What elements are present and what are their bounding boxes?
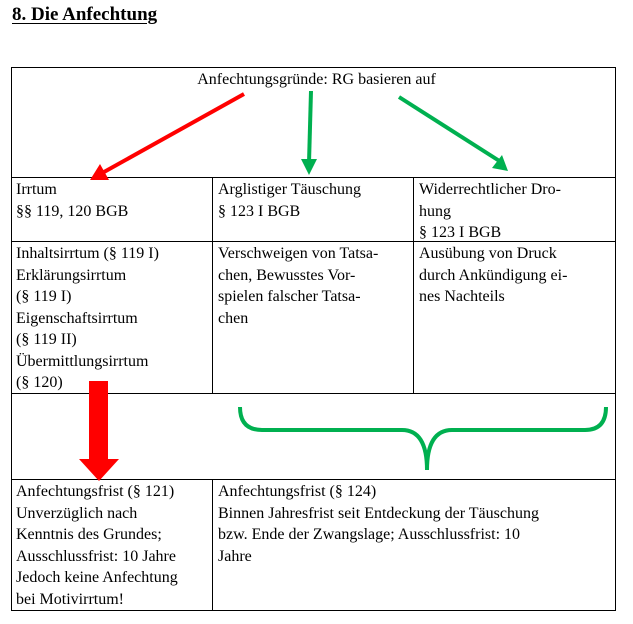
deadline-line: Jahre: [218, 547, 252, 565]
red-arrow-to-irrtum: [90, 94, 244, 180]
detail-line: spielen falscher Tatsa-: [218, 288, 361, 305]
page-heading: 8. Die Anfechtung: [12, 4, 158, 25]
detail-line: (§ 120): [16, 374, 63, 391]
green-arrow-to-taeuschung: [301, 91, 317, 175]
detail-line: (§ 119 II): [16, 331, 77, 348]
deadline-line: Kenntnis des Grundes;: [16, 526, 162, 543]
grounds-header: Anfechtungsgründe: RG basieren auf: [197, 71, 436, 88]
deadline-line: bzw. Ende der Zwangslage; Ausschlussfrist: 10: [218, 526, 521, 543]
detail-line: (§ 119 I): [16, 288, 72, 305]
red-thick-arrow-down: [79, 381, 119, 481]
drohung-sub: § 123 I BGB: [419, 224, 502, 241]
deadline-line: Anfechtungsfrist (§ 121): [16, 483, 175, 500]
irrtum-title: Irrtum: [16, 181, 57, 198]
taeuschung-title: Arglistiger Täuschung: [218, 181, 361, 198]
deadline-line: bei Motivirrtum!: [16, 590, 124, 608]
deadline-line: Jedoch keine Anfechtung: [16, 569, 178, 586]
deadline-line: Unverzüglich nach: [16, 504, 138, 522]
detail-line: Ausübung von Druck: [419, 245, 557, 262]
irrtum-sub: §§ 119, 120 BGB: [16, 202, 129, 220]
deadline-line: Anfechtungsfrist (§ 124): [218, 483, 377, 500]
detail-line: Übermittlungsirrtum: [16, 352, 149, 370]
deadline-line: Binnen Jahresfrist seit Entdeckung der Täuschung: [218, 504, 539, 522]
detail-line: Erklärungsirrtum: [16, 266, 127, 284]
deadline-line: Ausschlussfrist: 10 Jahre: [16, 547, 176, 565]
green-brace: [240, 407, 606, 470]
drohung-title-line: Widerrechtlicher Dro-: [419, 181, 561, 198]
detail-line: Verschweigen von Tatsa-: [218, 245, 379, 262]
detail-line: Inhaltsirrtum (§ 119 I): [16, 245, 159, 262]
detail-line: durch Ankündigung ei-: [419, 266, 568, 284]
taeuschung-sub: § 123 I BGB: [218, 202, 301, 220]
green-arrow-to-drohung: [399, 97, 508, 171]
detail-line: chen: [218, 309, 249, 327]
detail-line: Eigenschaftsirrtum: [16, 309, 138, 327]
detail-line: nes Nachteils: [419, 288, 505, 305]
detail-line: chen, Bewusstes Vor-: [218, 266, 356, 284]
drohung-title-line: hung: [419, 202, 451, 220]
